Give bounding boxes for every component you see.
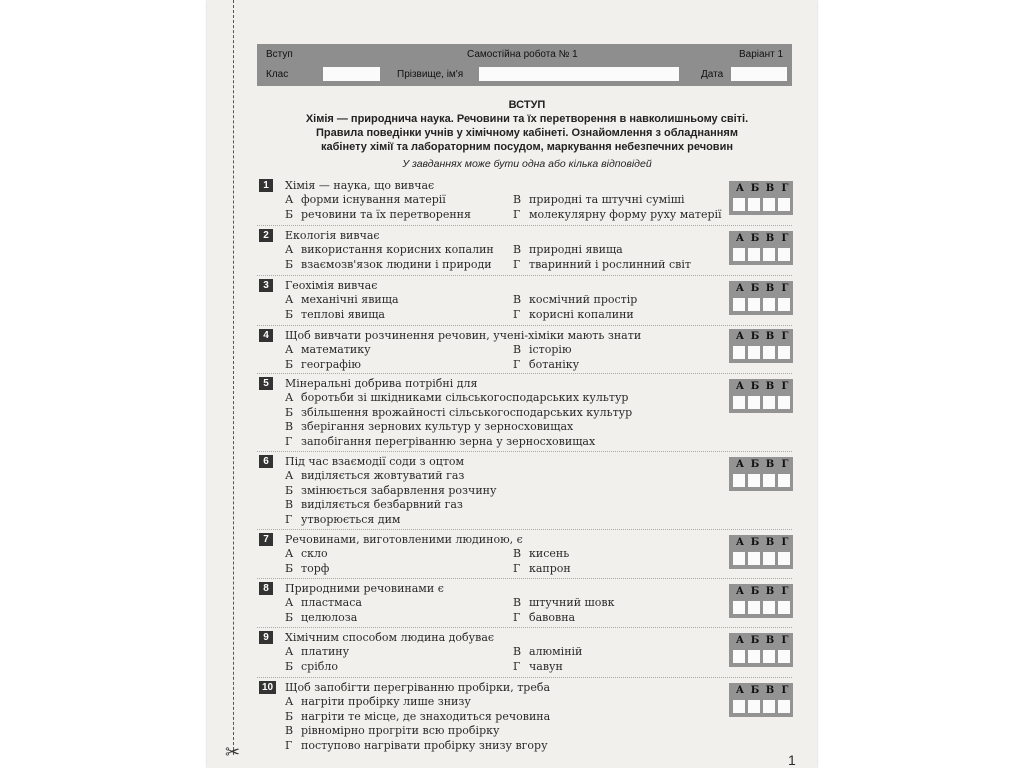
- option-letter: Г: [513, 358, 521, 371]
- question-number-badge: 3: [259, 279, 273, 292]
- answer-checkbox[interactable]: [763, 198, 775, 211]
- option-text: збільшення врожайності сільськогосподарських культур: [301, 405, 633, 419]
- question-text: Мінеральні добрива потрібні для: [285, 377, 478, 390]
- answer-option: [513, 645, 582, 659]
- question-divider: [257, 373, 792, 374]
- question-number-badge: 5: [259, 377, 273, 390]
- answer-grid-letter: Б: [750, 459, 760, 470]
- option-text: молекулярну форму руху матерії: [529, 208, 722, 221]
- question-number-badge: 1: [259, 179, 273, 192]
- question-divider: [257, 578, 792, 579]
- option-text: тваринний і рослинний світ: [529, 258, 691, 271]
- answer-checkbox[interactable]: [748, 396, 760, 409]
- answer-grid-letter: Г: [781, 685, 789, 696]
- option-letter: Г: [513, 562, 521, 575]
- answer-checkbox[interactable]: [733, 346, 745, 359]
- answer-grid-letter: Б: [750, 183, 760, 194]
- option-text: механічні явища: [301, 293, 399, 306]
- answer-grid-letter: В: [765, 685, 775, 696]
- answer-option: [285, 308, 385, 322]
- option-letter: В: [513, 645, 522, 658]
- answer-checkbox[interactable]: [778, 601, 790, 614]
- question-text: Природними речовинами є: [285, 582, 444, 595]
- option-text: платину: [301, 645, 350, 658]
- option-text: природні та штучні суміші: [529, 193, 685, 206]
- option-letter: Г: [513, 258, 521, 271]
- option-text: космічний простір: [529, 293, 638, 306]
- option-text: пластмаса: [301, 596, 362, 609]
- option-text: речовини та їх перетворення: [301, 208, 471, 221]
- answer-checkbox[interactable]: [748, 601, 760, 614]
- answer-checkbox[interactable]: [763, 700, 775, 713]
- answer-option: [513, 193, 684, 207]
- page-number: 1: [788, 752, 796, 768]
- answer-checkbox[interactable]: [748, 650, 760, 663]
- cut-line: [233, 0, 234, 755]
- answer-option: [513, 660, 563, 674]
- option-letter: В: [513, 547, 522, 560]
- answer-grid: [729, 457, 793, 491]
- answer-grid-letter: А: [735, 381, 745, 392]
- question-number-badge: 2: [259, 229, 273, 242]
- option-text: математику: [301, 343, 371, 356]
- section-label: Вступ: [266, 49, 293, 60]
- answer-checkbox[interactable]: [763, 650, 775, 663]
- option-text: використання корисних копалин: [301, 243, 494, 256]
- answer-checkbox[interactable]: [778, 700, 790, 713]
- option-letter: В: [513, 293, 522, 306]
- option-text: нагріти те місце, де знаходиться речовина: [301, 709, 551, 723]
- answer-grid-letter: Г: [781, 635, 789, 646]
- option-letter: А: [285, 596, 294, 609]
- answer-grid-letter: Б: [750, 283, 760, 294]
- option-text: зберігання зернових культур у зерносховищах: [301, 420, 574, 433]
- answer-checkbox[interactable]: [733, 552, 745, 565]
- option-text: срібло: [301, 660, 338, 673]
- answer-grid-letter: Б: [750, 685, 760, 696]
- answer-option: [513, 358, 579, 372]
- answer-checkbox[interactable]: [778, 346, 790, 359]
- option-letter: А: [285, 645, 294, 658]
- answer-option: [513, 547, 569, 561]
- option-letter: Г: [285, 434, 293, 448]
- answer-grid: [729, 683, 793, 717]
- answer-option: [513, 308, 634, 322]
- topic-title: [262, 98, 792, 154]
- answer-grid-letter: В: [765, 537, 775, 548]
- option-text: скло: [301, 547, 328, 560]
- answer-option: [285, 596, 362, 610]
- answer-grid-letter: Г: [781, 183, 789, 194]
- answer-grid-letter: А: [735, 537, 745, 548]
- option-letter: В: [513, 243, 522, 256]
- option-text: рівномірно прогріти всю пробірку: [301, 724, 500, 737]
- answer-option: [513, 258, 691, 272]
- answer-option: [285, 724, 499, 738]
- answer-grid-letter: Г: [781, 537, 789, 548]
- option-letter: В: [285, 420, 294, 433]
- option-letter: А: [285, 243, 294, 256]
- question-divider: [257, 325, 792, 326]
- option-letter: Г: [513, 611, 521, 624]
- option-letter: В: [513, 596, 522, 609]
- answer-option: [285, 611, 357, 625]
- question-text: Геохімія вивчає: [285, 279, 378, 292]
- option-text: нагріти пробірку лише знизу: [301, 695, 471, 708]
- option-text: штучний шовк: [529, 596, 615, 609]
- option-letter: Б: [285, 483, 294, 497]
- topic-line-2: Правила поведінки учнів у хімічному кабінеті. Ознайомлення з обладнанням: [316, 127, 738, 139]
- answer-grid: [729, 281, 793, 315]
- answer-grid-letter: А: [735, 685, 745, 696]
- answer-option: [285, 562, 329, 576]
- answer-grid-letter: Б: [750, 381, 760, 392]
- answer-option: [285, 343, 371, 357]
- answer-grid-letter: В: [765, 183, 775, 194]
- instruction-text: У завданнях може бути одна або кілька відповідей: [402, 158, 652, 170]
- answer-option: [513, 562, 571, 576]
- option-text: поступово нагрівати пробірку знизу вгору: [301, 738, 548, 752]
- answer-option: [285, 660, 338, 674]
- answer-grid-letter: Г: [781, 331, 789, 342]
- option-letter: Б: [285, 208, 294, 221]
- answer-checkbox[interactable]: [778, 298, 790, 311]
- option-text: кисень: [529, 547, 570, 560]
- answer-grid-letter: А: [735, 459, 745, 470]
- option-text: географію: [301, 358, 361, 371]
- option-text: торф: [301, 562, 330, 575]
- question-text: Екологія вивчає: [285, 229, 380, 242]
- answer-grid-letter: В: [765, 459, 775, 470]
- answer-checkbox[interactable]: [748, 346, 760, 359]
- answer-checkbox[interactable]: [748, 474, 760, 487]
- option-text: теплові явища: [301, 308, 385, 321]
- option-letter: Г: [513, 308, 521, 321]
- name-label: Прізвище, ім'я: [397, 69, 464, 80]
- option-text: корисні копалини: [529, 308, 634, 321]
- answer-grid-letter: Г: [781, 233, 789, 244]
- option-letter: Б: [285, 709, 294, 723]
- option-text: боротьби зі шкідниками сільськогосподарських культур: [301, 391, 629, 404]
- option-text: алюміній: [529, 645, 583, 658]
- option-letter: А: [285, 193, 294, 206]
- answer-option: [513, 208, 722, 222]
- question-text: Речовинами, виготовленими людиною, є: [285, 533, 523, 546]
- answer-checkbox[interactable]: [778, 396, 790, 409]
- option-letter: А: [285, 391, 294, 404]
- answer-grid: [729, 535, 793, 569]
- question-divider: [257, 627, 792, 628]
- answer-grid: [729, 584, 793, 618]
- answer-grid-letter: Г: [781, 381, 789, 392]
- answer-option: [285, 710, 550, 724]
- answer-grid-letter: Б: [750, 586, 760, 597]
- answer-checkbox[interactable]: [748, 552, 760, 565]
- option-letter: В: [285, 498, 294, 511]
- class-label: Клас: [266, 69, 289, 80]
- option-letter: А: [285, 293, 294, 306]
- answer-option: [285, 258, 492, 272]
- answer-checkbox[interactable]: [733, 298, 745, 311]
- answer-checkbox[interactable]: [763, 396, 775, 409]
- answer-checkbox[interactable]: [733, 474, 745, 487]
- answer-option: [285, 243, 494, 257]
- answer-checkbox[interactable]: [733, 601, 745, 614]
- option-letter: Г: [513, 660, 521, 673]
- answer-grid-letter: Г: [781, 586, 789, 597]
- option-letter: А: [285, 547, 294, 560]
- question-number-badge: 4: [259, 329, 273, 342]
- question-divider: [257, 275, 792, 276]
- option-text: взаємозв'язок людини і природи: [301, 258, 492, 271]
- option-letter: Г: [285, 738, 293, 752]
- answer-checkbox[interactable]: [778, 474, 790, 487]
- question-text: Хімічним способом людина добуває: [285, 631, 495, 644]
- answer-option: [285, 391, 628, 405]
- option-letter: Б: [285, 660, 294, 673]
- answer-option: [513, 611, 575, 625]
- question-divider: [257, 529, 792, 530]
- answer-grid-letter: В: [765, 635, 775, 646]
- option-letter: В: [285, 724, 294, 737]
- answer-grid-letter: Г: [781, 283, 789, 294]
- class-field[interactable]: [323, 67, 380, 81]
- option-text: утворюється дим: [301, 512, 401, 526]
- answer-checkbox[interactable]: [733, 650, 745, 663]
- answer-option: [285, 739, 548, 753]
- scissors-icon: ✂: [225, 742, 241, 763]
- answer-option: [285, 193, 446, 207]
- answer-checkbox[interactable]: [763, 346, 775, 359]
- option-letter: Б: [285, 405, 294, 419]
- answer-grid: [729, 379, 793, 413]
- answer-option: [285, 469, 464, 483]
- answer-checkbox[interactable]: [763, 298, 775, 311]
- option-letter: В: [513, 193, 522, 206]
- answer-grid: [729, 633, 793, 667]
- option-letter: Б: [285, 562, 294, 575]
- question-text: Щоб вивчати розчинення речовин, учені-хіміки мають знати: [285, 329, 642, 342]
- option-text: історію: [529, 343, 572, 356]
- option-text: природні явища: [529, 243, 623, 256]
- option-letter: Г: [513, 208, 521, 221]
- question-text: Щоб запобігти перегріванню пробірки, треба: [285, 681, 551, 694]
- question-divider: [257, 451, 792, 452]
- answer-grid-letter: Б: [750, 537, 760, 548]
- answer-option: [285, 513, 400, 527]
- answer-option: [285, 498, 463, 512]
- answer-grid: [729, 329, 793, 363]
- answer-grid-letter: Б: [750, 635, 760, 646]
- answer-option: [513, 343, 572, 357]
- option-letter: А: [285, 343, 294, 356]
- answer-checkbox[interactable]: [778, 650, 790, 663]
- answer-grid-letter: В: [765, 283, 775, 294]
- answer-grid-letter: В: [765, 586, 775, 597]
- answer-grid-letter: А: [735, 283, 745, 294]
- option-text: целюлоза: [301, 611, 358, 624]
- answer-checkbox[interactable]: [748, 248, 760, 261]
- answer-option: [285, 695, 471, 709]
- answer-option: [285, 484, 496, 498]
- date-label: Дата: [701, 69, 724, 80]
- option-text: бавовна: [529, 611, 576, 624]
- answer-option: [285, 406, 632, 420]
- answer-checkbox[interactable]: [778, 552, 790, 565]
- question-number-badge: 7: [259, 533, 273, 546]
- answer-grid-letter: А: [735, 635, 745, 646]
- answer-grid-letter: В: [765, 381, 775, 392]
- question-text: Під час взаємодії соди з оцтом: [285, 455, 465, 468]
- answer-option: [285, 293, 399, 307]
- option-letter: Б: [285, 308, 294, 321]
- answer-checkbox[interactable]: [763, 552, 775, 565]
- question-text: Хімія — наука, що вивчає: [285, 179, 435, 192]
- answer-option: [285, 420, 573, 434]
- answer-checkbox[interactable]: [778, 198, 790, 211]
- date-field[interactable]: [731, 67, 787, 81]
- answer-grid-letter: А: [735, 331, 745, 342]
- question-divider: [257, 225, 792, 226]
- answer-option: [513, 243, 623, 257]
- option-letter: Б: [285, 258, 294, 271]
- question-number-badge: 10: [259, 681, 276, 694]
- answer-option: [285, 435, 595, 449]
- option-letter: А: [285, 469, 294, 482]
- option-text: виділяється жовтуватий газ: [301, 469, 465, 482]
- answer-grid-letter: А: [735, 183, 745, 194]
- answer-option: [513, 293, 637, 307]
- option-letter: Б: [285, 611, 294, 624]
- answer-checkbox[interactable]: [748, 298, 760, 311]
- question-number-badge: 6: [259, 455, 273, 468]
- answer-option: [285, 547, 328, 561]
- answer-grid-letter: Б: [750, 233, 760, 244]
- section-heading: ВСТУП: [508, 99, 546, 111]
- answer-grid: [729, 231, 793, 265]
- question-divider: [257, 677, 792, 678]
- answer-grid-letter: В: [765, 233, 775, 244]
- option-text: змінюється забарвлення розчину: [301, 483, 497, 497]
- work-title: Самостійна робота № 1: [467, 49, 578, 60]
- topic-line-3: кабінету хімії та лабораторним посудом, маркування небезпечних речовин: [321, 141, 733, 153]
- answer-checkbox[interactable]: [763, 248, 775, 261]
- name-field[interactable]: [479, 67, 679, 81]
- option-letter: Г: [285, 512, 293, 526]
- topic-line-1: Хімія — природнича наука. Речовини та їх перетворення в навколишньому світі.: [305, 113, 749, 125]
- variant-label: Варіант 1: [739, 49, 784, 60]
- answer-checkbox[interactable]: [778, 248, 790, 261]
- answer-grid-letter: А: [735, 586, 745, 597]
- question-number-badge: 9: [259, 631, 273, 644]
- answer-option: [285, 208, 471, 222]
- answer-grid-letter: В: [765, 331, 775, 342]
- option-letter: А: [285, 695, 294, 708]
- answer-option: [513, 596, 614, 610]
- option-text: ботаніку: [529, 358, 580, 371]
- option-text: виділяється безбарвний газ: [301, 498, 463, 511]
- option-letter: Б: [285, 358, 294, 371]
- answer-checkbox[interactable]: [763, 474, 775, 487]
- answer-checkbox[interactable]: [748, 198, 760, 211]
- option-text: форми існування матерії: [301, 193, 446, 206]
- answer-checkbox[interactable]: [733, 198, 745, 211]
- answer-option: [285, 645, 349, 659]
- answer-checkbox[interactable]: [763, 601, 775, 614]
- option-letter: В: [513, 343, 522, 356]
- option-text: чавун: [529, 660, 563, 673]
- answer-checkbox[interactable]: [733, 700, 745, 713]
- worksheet-header: [257, 44, 792, 86]
- answer-grid-letter: Б: [750, 331, 760, 342]
- answer-option: [285, 358, 361, 372]
- answer-grid-letter: А: [735, 233, 745, 244]
- answer-checkbox[interactable]: [733, 248, 745, 261]
- option-text: запобігання перегріванню зерна у зерносховищах: [301, 434, 596, 448]
- answer-checkbox[interactable]: [748, 700, 760, 713]
- question-number-badge: 8: [259, 582, 273, 595]
- option-text: капрон: [529, 562, 571, 575]
- answer-checkbox[interactable]: [733, 396, 745, 409]
- answer-grid: [729, 181, 793, 215]
- answer-grid-letter: Г: [781, 459, 789, 470]
